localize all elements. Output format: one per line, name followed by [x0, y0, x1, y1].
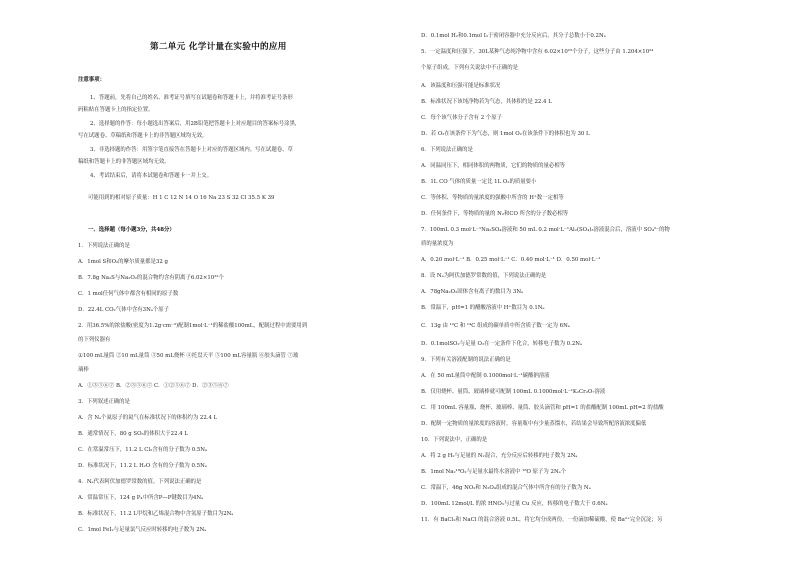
question-stem: 质的量浓度为 [421, 241, 454, 247]
question-stem: 1．下列说法正确的是 [78, 243, 130, 249]
question-stem: 8．设 Nₐ为阿伏加德罗常数的值，下列说法正确的是 [421, 273, 547, 279]
notice-line: 3、非选择题的作答：用签字笔直接答在答题卡上对应的答题区域内。写在试题卷、草 [90, 147, 293, 153]
answer-option: A．将 2 g H₂与足量的 N₂混合，充分反应后转移的电子数为 2Nₐ [421, 453, 578, 459]
notice-line: 1、答题前，先将自己的姓名、准考证号填写在试题卷和答题卡上，并将准考证号条形 [90, 95, 293, 101]
answer-option: B．1L CO 气体的质量一定比 1L O₂的质量要小 [421, 179, 537, 185]
answer-option: C．每个该气体分子含有 2 个原子 [421, 115, 503, 121]
notice-line: 码粘贴在答题卡上的指定位置。 [78, 107, 154, 113]
answer-option: C．用 100mL 容量瓶、烧杯、玻璃棒、量筒、胶头滴管和 pH=1 的盐酸配制 100mL pH=2 的盐酸 [421, 405, 664, 411]
answer-option: B．标准状况下该纯净物若为气态，其体积约是 22.4 L [421, 99, 552, 105]
notice-line: 2、选择题的作答：每小题选出答案后，用2B铅笔把答题卡上对应题目的答案标号涂黑， [90, 121, 301, 127]
instrument-list: 璃棒 [78, 367, 89, 373]
notice-line: 稿纸和答题卡上的非答题区域均无效。 [78, 159, 170, 165]
answer-option: D．22.4L CO₂气体中含有3Nₐ个原子 [78, 307, 170, 313]
answer-option: C．常温下，46g NO₂和 N₂O₄组成的混合气体中所含有的分子数为 Nₐ [421, 485, 591, 491]
answer-option: D．任何条件下，等物质的量的 N₂和CO 所含的分子数必相等 [421, 211, 569, 217]
answer-option: A．常温常压下，124 g P₄中所含P—P键数目为4Nₐ [78, 495, 204, 501]
atomic-mass-line: 可能用到的相对原子质量：H 1 C 12 N 14 O 16 Na 23 S 32 Cl 35.5 K 39 [88, 195, 275, 201]
question-stem: 10．下列说法中，正确的是 [421, 437, 488, 443]
answer-option: A．1mol S和O₂的摩尔质量都是32 g [78, 259, 168, 265]
answer-option: B．标准状况下，11.2 L甲烷和乙烯混合物中含氢原子数目为2Nₐ [78, 511, 234, 517]
question-stem: 6．下列说法正确的是 [421, 147, 473, 153]
answer-option: D．配制一定物质的量浓度的溶液时，容量瓶中有少量蒸馏水，若结果会导致所配溶液浓度偏低 [421, 421, 647, 427]
notice-line: 4、考试结束后，请将本试题卷和答题卡一并上交。 [90, 173, 213, 179]
answer-option: C．等体积、等物质的量浓度的强酸中所含的 H⁺数一定相等 [421, 195, 564, 201]
answer-option: B．7.8g Na₂S与Na₂O₂的混合物约含有阴离子6.02×10²²个 [78, 275, 224, 281]
question-stem: 2．用36.5%的浓盐酸(密度为1.2g·cm⁻³)配制1mol·L⁻¹的稀盐酸100mL，配制过程中需要用到 [78, 323, 308, 329]
answer-option: D．0.1mol H₂和0.1mol I₂于密闭容器中充分反应后，其分子总数小于0.2Nₐ [421, 33, 606, 39]
answer-option: A．同温同压下，相同体积的两物质，它们的物质的量必相等 [421, 163, 566, 169]
question-stem: 7．100mL 0.3 mol·L⁻¹Na₂SO₄溶液和 50 mL 0.2 mol·L⁻¹Al₂(SO₄)₃溶液混合后，溶液中 SO₄²⁻的物 [421, 227, 670, 233]
answer-option: D．0.1molSO₂与足量 O₂在一定条件下化合，转移电子数为 0.2Nₐ [421, 341, 583, 347]
answer-option: D．100mL 12mol/L 的浓 HNO₃与过量 Cu 反应，转移的电子数大于 0.6Nₐ [421, 501, 608, 507]
answer-option: C．在常温常压下，11.2 L Cl₂含有的分子数为 0.5Nₐ [78, 447, 208, 453]
answer-option: A．0.20 mol·L⁻¹ B．0.25 mol·L⁻¹ C．0.40 mol·L⁻¹ D．0.50 mol·L⁻¹ [421, 257, 601, 263]
answer-option: A．该温度和压强可能是标准状况 [421, 83, 501, 89]
question-stem: 9．下列有关溶液配制的说法正确的是 [421, 357, 511, 363]
answer-option: A．含 Nₐ个氦原子的氦气在标准状况下的体积约为 22.4 L [78, 415, 218, 421]
answer-option: D．标准状况下，11.2 L H₂O 含有的分子数为 0.5Nₐ [78, 463, 207, 469]
question-stem: 11．有 BaCl₂和 NaCl 的混合溶液 0.5L，将它均分成两份。一份滴加稀硫酸，使 Ba²⁺完全沉淀；另 [421, 517, 663, 523]
notice-heading: 注意事项： [78, 77, 105, 83]
question-stem: 4．Nₐ代表阿伏加德罗常数的值。下列说法正确的是 [78, 479, 202, 485]
answer-option: A．78gNa₂O₂固体含有离子的数目为 3Nₐ [421, 289, 524, 295]
instrument-list: ①100 mL量筒 ②10 mL量筒 ③50 mL烧杯 ④托盘天平 ⑤100 mL容量瓶 ⑥胶头滴管 ⑦玻 [78, 353, 299, 359]
page-title: 第二单元 化学计量在实验中的应用 [150, 42, 287, 52]
answer-option: A．在 50 mL量筒中配制 0.1000mol·L⁻¹碳酸钠溶液 [421, 373, 550, 379]
question-stem: 个原子组成，下列有关说法中不正确的是 [421, 65, 519, 71]
answer-option: C．13g 由 ¹²C 和 ¹⁴C 组成的碳单质中所含质子数一定为 6Nₐ [421, 323, 570, 329]
answer-option: D．若 O₂在该条件下为气态，则 1mol O₂在该条件下的体积也为 30 L [421, 131, 590, 137]
notice-line: 写在试题卷、草稿纸和答题卡上的非答题区域均无效。 [78, 133, 208, 139]
question-stem: 的下列仪器有 [78, 337, 111, 343]
section-heading: 一、选择题（每小题3分，共48分） [88, 227, 175, 233]
answer-option: B．常温下，pH=1 的醋酸溶液中 H⁺数目为 0.1Nₐ [421, 305, 545, 311]
answer-option: B．通常情况下，80 g SO₃的体积大于22.4 L [78, 431, 188, 437]
answer-option: B．1mol Na₂¹⁸O₂与足量水最终水溶液中 ¹⁸O 原子为 2Nₐ个 [421, 469, 567, 475]
question-stem: 5．一定温度和压强下，30L某种气态纯净物中含有 6.02×10²³个分子，这些分子由 1.204×10²⁴ [421, 49, 654, 55]
answer-option: C．1 mol任何气体中都含有相同的原子数 [78, 291, 179, 297]
answer-option: C．1mol FeI₂与足量氯气反应时转移的电子数为 2Nₐ [78, 527, 207, 533]
question-stem: 3．下列叙述正确的是 [78, 399, 130, 405]
answer-option: B．仅用烧杯、量筒、玻璃棒就可配制 100mL 0.1000mol·L⁻¹K₂Cr₂O₇溶液 [421, 389, 606, 395]
answer-option: A．①③⑤⑥⑦ B．②③⑤⑥⑦ C．①②⑤⑥⑦ D．②③⑤⑥⑦ [78, 383, 229, 389]
